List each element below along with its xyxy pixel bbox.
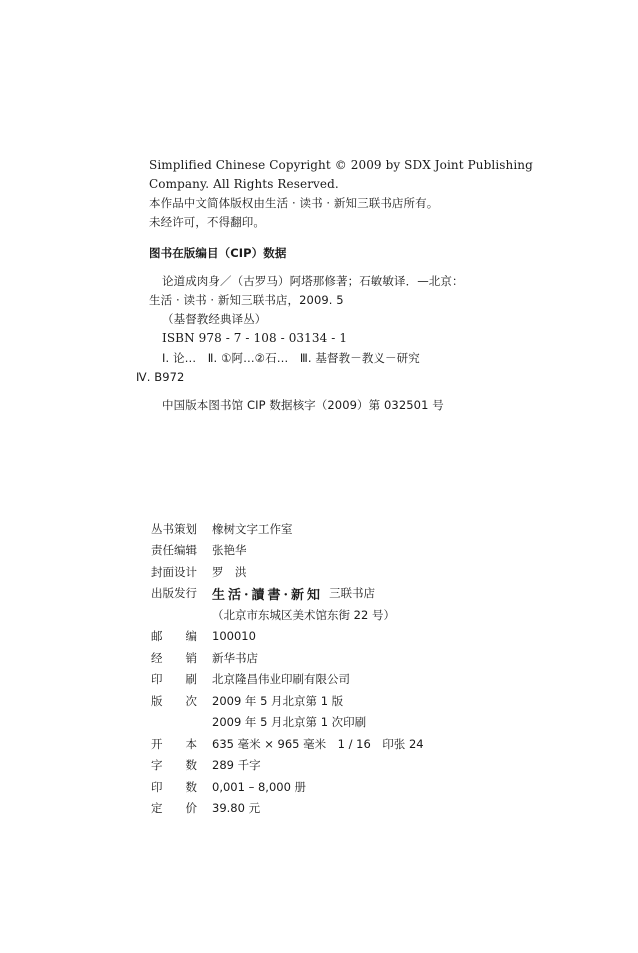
credit-value: 新华书店	[212, 650, 258, 665]
credit-label: 印 数	[151, 779, 197, 794]
cip-class-line-2: Ⅳ. B972	[136, 370, 185, 384]
copyright-notice	[149, 156, 609, 232]
credit-value: 罗 洪	[212, 564, 247, 579]
credit-value: 635 毫米 × 965 毫米 1 / 16 印张 24	[212, 736, 424, 751]
copyright-line-chinese-2: 未经许可，不得翻印。	[149, 215, 265, 229]
credit-value: 0,001 – 8,000 册	[212, 779, 307, 794]
cip-classification	[136, 349, 609, 387]
credit-value: 100010	[212, 629, 256, 644]
credit-label: 责任编辑	[151, 543, 197, 558]
credit-row	[151, 712, 611, 734]
credit-label: 出版发行	[151, 586, 197, 601]
publisher-logo: 生活·讀書·新知	[212, 587, 324, 603]
cip-isbn: ISBN 978 - 7 - 108 - 03134 - 1	[162, 331, 348, 345]
cip-entry-line-1: 论道成肉身／（古罗马）阿塔那修著；石敏敏译．—北京：	[162, 274, 464, 288]
copyright-line-english-2: Company. All Rights Reserved.	[149, 177, 339, 191]
cip-data-number: 中国版本图书馆 CIP 数据核字（2009）第 032501 号	[162, 398, 444, 412]
cip-entry-line-3: （基督教经典译丛）	[162, 312, 267, 326]
cip-entry	[149, 272, 609, 348]
credit-label: 印 刷	[151, 672, 197, 687]
credit-value: 北京隆昌伟业印刷有限公司	[212, 672, 350, 687]
credits-table	[151, 518, 611, 819]
credit-row	[151, 604, 611, 626]
copyright-line-english-1: Simplified Chinese Copyright © 2009 by SDX Joint Publishing	[149, 158, 533, 172]
credit-label: 定 价	[151, 801, 197, 816]
cip-class-line-1: Ⅰ. 论… Ⅱ. ①阿…②石… Ⅲ. 基督教－教义－研究	[162, 351, 420, 365]
credit-row	[151, 776, 611, 798]
credit-label: 版 次	[151, 693, 197, 708]
credit-value: 2009 年 5 月北京第 1 版	[212, 693, 344, 708]
credit-row	[151, 647, 611, 669]
cip-entry-line-2: 生活 · 读书 · 新知三联书店，2009. 5	[149, 293, 344, 307]
credit-label: 经 销	[151, 650, 197, 665]
copyright-line-chinese-1: 本作品中文简体版权由生活 · 读书 · 新知三联书店所有。	[149, 196, 439, 210]
credit-row	[151, 540, 611, 562]
credit-value: 39.80 元	[212, 801, 261, 816]
cip-title: 图书在版编目（CIP）数据	[149, 246, 287, 260]
credit-row	[151, 690, 611, 712]
credit-row	[151, 798, 611, 820]
credit-label: 邮 编	[151, 629, 197, 644]
credit-row	[151, 733, 611, 755]
credit-row	[151, 561, 611, 583]
credit-value: 张艳华	[212, 543, 247, 558]
credit-row	[151, 669, 611, 691]
credit-value: 橡树文字工作室	[212, 521, 293, 536]
credit-row	[151, 755, 611, 777]
credit-label: 开 本	[151, 736, 197, 751]
credit-label: 封面设计	[151, 564, 197, 579]
credit-label: 字 数	[151, 758, 197, 773]
credit-value: 三联书店	[329, 586, 376, 601]
credit-row	[151, 626, 611, 648]
credit-row	[151, 583, 611, 605]
credit-label: 丛书策划	[151, 521, 197, 536]
credit-value: 289 千字	[212, 758, 261, 773]
credit-value: （北京市东城区美术馆东街 22 号）	[212, 607, 395, 622]
credit-row	[151, 518, 611, 540]
credit-value: 2009 年 5 月北京第 1 次印刷	[212, 715, 367, 730]
